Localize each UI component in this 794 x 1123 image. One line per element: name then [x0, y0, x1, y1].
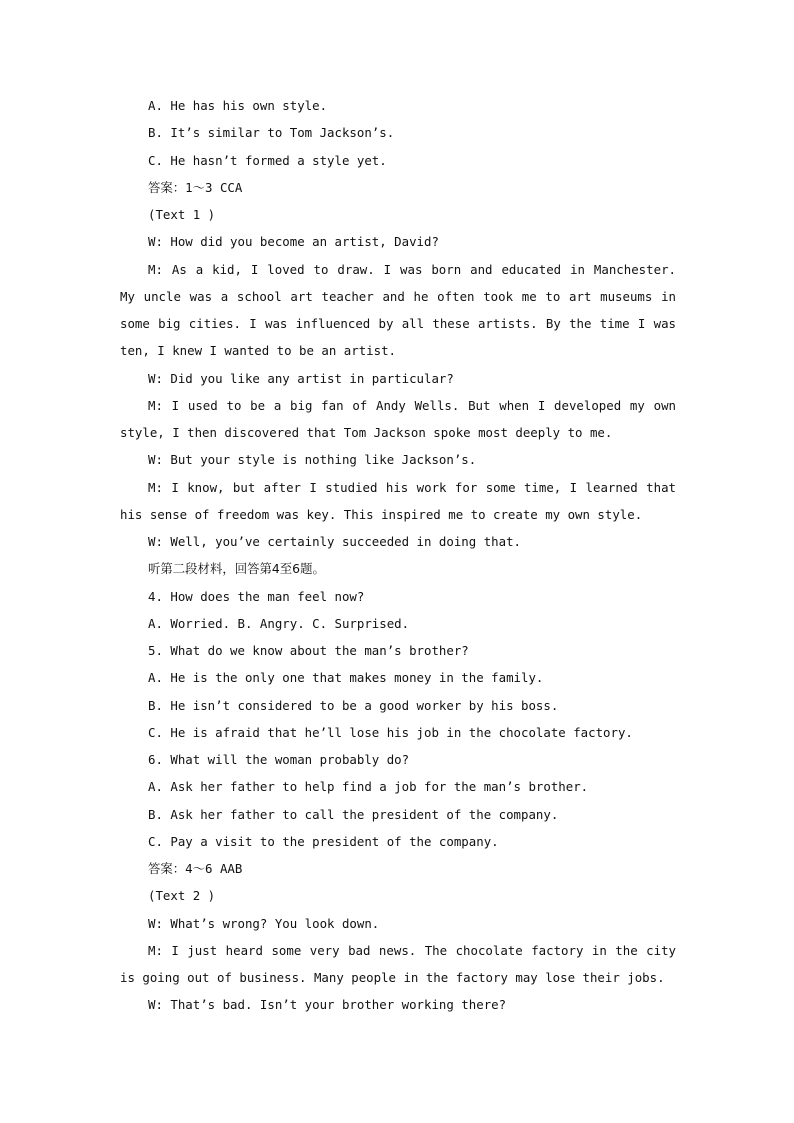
transcript-paragraph: M: I just heard some very bad news. The chocolate factory in the city is going out of business. Many people in the factory may lose their jobs.: [120, 942, 676, 985]
question-6-option-b: B. Ask her father to call the president of the company.: [148, 806, 559, 822]
answer-key-1-3: 答案：1～3 CCA: [148, 179, 243, 195]
question-5-option-c: C. He is afraid that he’ll lose his job in the chocolate factory.: [148, 724, 633, 740]
transcript-line: W: What’s wrong? You look down.: [148, 915, 380, 931]
question-5: 5. What do we know about the man’s brother?: [148, 643, 469, 658]
question-6-option-c: C. Pay a visit to the president of the company.: [148, 833, 499, 849]
transcript-line: W: But your style is nothing like Jackson’s.: [148, 452, 477, 468]
text-1-heading: (Text 1 ): [148, 207, 216, 222]
transcript-line: W: That’s bad. Isn’t your brother working there?: [148, 997, 507, 1013]
transcript-paragraph: M: I know, but after I studied his work for some time, I learned that his sense of freedom was key. This inspired me to create my own style.: [120, 479, 676, 522]
text-2-heading: (Text 2 ): [148, 888, 216, 904]
question-3-option-a: A. He has his own style.: [148, 98, 328, 113]
question-3-option-c: C. He hasn’t formed a style yet.: [148, 152, 387, 168]
question-5-option-a: A. He is the only one that makes money in the family.: [148, 670, 544, 686]
transcript-line: W: Did you like any artist in particular?: [148, 370, 454, 386]
transcript-line: W: How did you become an artist, David?: [148, 234, 439, 250]
transcript-paragraph: M: I used to be a big fan of Andy Wells. But when I developed my own style, I then discovered that Tom Jackson spoke most deeply to me.: [120, 397, 676, 440]
document-body: [120, 92, 676, 1019]
answer-key-4-6: 答案：4～6 AAB: [148, 861, 243, 876]
question-5-option-b: B. He isn’t considered to be a good worker by his boss.: [148, 697, 559, 713]
question-6: 6. What will the woman probably do?: [148, 752, 410, 767]
question-3-option-b: B. It’s similar to Tom Jackson’s.: [148, 125, 395, 141]
question-4-options: A. Worried. B. Angry. C. Surprised.: [148, 615, 410, 631]
question-6-option-a: A. Ask her father to help find a job for the man’s brother.: [148, 779, 589, 795]
transcript-line: W: Well, you’ve certainly succeeded in doing that.: [148, 534, 521, 549]
question-4: 4. How does the man feel now?: [148, 588, 365, 604]
transcript-paragraph: M: As a kid, I loved to draw. I was born and educated in Manchester. My uncle was a school art teacher and he often took me to art museums in some big cities. I was influenced by all these artists. By the time I was ten, I knew I wanted to be an artist.: [120, 261, 676, 359]
section-instruction: 听第二段材料，回答第4至6题。: [148, 561, 325, 577]
